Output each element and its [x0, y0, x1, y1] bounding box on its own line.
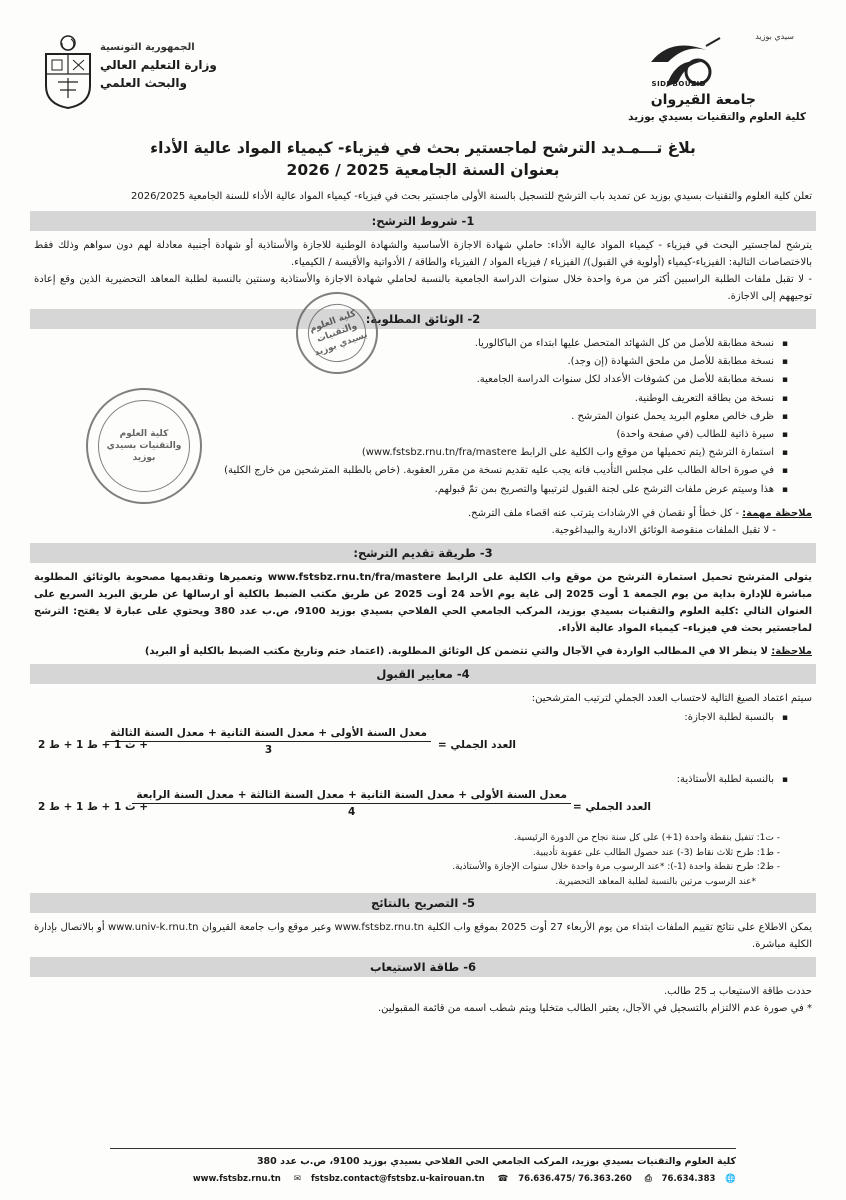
logo-small-text: سيدي بوزيد [755, 32, 794, 41]
criteria-list-2 [30, 771, 816, 789]
list-item: ▪ بالنسبة لطلبة الأستاذية: [30, 771, 788, 789]
faculty-name: كلية العلوم والتقنيات بسيدي بوزيد [628, 111, 806, 123]
announcement-title: بلاغ تـــمـديد الترشح لماجستير بحث في فيزياء- كيمياء المواد عالية الأداء [150, 139, 696, 157]
important-note [30, 505, 812, 522]
formula-maitrise [30, 789, 816, 831]
list-item: ▪ سيرة ذاتية للطالب (في صفحة واحدة) [30, 426, 788, 444]
list-item: ▪ في صورة احالة الطالب على مجلس التأديب فانه يجب عليه تقديم نسخة من مقرر العقوبة. (خاص بالطلبة المترشحين من خارج الكلية) [30, 462, 788, 480]
list-item: ▪ نسخة مطابقة للأصل من كشوفات الأعداد لكل سنوات الدراسة الجامعية. [30, 371, 788, 389]
section-heading-submission: 3- طريقة تقديم الترشح: [30, 543, 816, 563]
criteria-note: - ت1: تنفيل بنقطة واحدة (1+) على كل سنة نجاح من الدورة الرئيسية. [513, 833, 780, 844]
phone-icon: ☎ [497, 1174, 509, 1184]
stamp-text: كلية العلوم والتقنيات بسيدي بوزيد [300, 296, 374, 370]
web-icon: 🌐 [725, 1174, 736, 1184]
formula-tail: + ت 1 + ط 1 + ط 2 [38, 739, 148, 752]
list-item: ▪ نسخة من بطاقة التعريف الوطنية. [30, 390, 788, 408]
formula-lhs: العدد الجملي = [437, 739, 516, 752]
formula-fraction [132, 789, 571, 818]
ministry-block [30, 24, 230, 124]
footer-contacts [110, 1174, 736, 1184]
formula-licence [30, 727, 816, 769]
ministry-line-1: وزارة التعليم العالي [100, 58, 217, 72]
section-heading-documents: 2- الوثائق المطلوبة: [30, 309, 816, 329]
formula-tail: + ت 1 + ط 1 + ط 2 [38, 801, 148, 814]
list-item: ▪ ظرف خالص معلوم البريد يحمل عنوان المترشح . [30, 408, 788, 426]
university-name: جامعة القيروان [650, 92, 756, 108]
section-heading-criteria: 4- معايير القبول [30, 664, 816, 684]
official-stamp [86, 388, 202, 504]
intro-paragraph: تعلن كلية العلوم والتقنيات بسيدي بوزيد عن تمديد باب الترشح للتسجيل بالسنة الأولى ماجستير بحث في فيزياء- كيمياء المواد عالية الأداء للسنة الجامعية 2026/2025 [130, 191, 812, 202]
important-note-text: - كل خطأ أو نقصان في الارشادات يترتب عنه اقصاء ملف الترشح. [467, 507, 739, 519]
stamp-text: كلية العلوم والتقنيات بسيدي بوزيد [98, 400, 190, 492]
footer-divider [110, 1148, 736, 1149]
letterhead [30, 24, 816, 129]
list-item: ▪ نسخة مطابقة للأصل من كل الشهائد المتحصل عليها ابتداء من الباكالوريا. [30, 335, 788, 353]
criteria-note: *عند الرسوب مرتين بالنسبة لطلبة المعاهد التحضيرية. [555, 876, 756, 887]
conditions-paragraph: يترشح لماجستير البحث في فيزياء - كيمياء المواد عالية الأداء: حاملي شهادة الاجازة الأساسية والشهادة الوطنية للاجازة والأستاذية أو شهادة أجنبية معادلة لهم دون سواهم وذلك فقط بالاختصاصات التالية: الفيزياء-كيمياء (أولوية في القبول)/ الفيزياء / فيزياء المواد / الفيزياء والطاقة / الأدواتية والأقيسة / الكيمياء. [34, 240, 812, 268]
footer-fax: 76.634.383 [661, 1174, 716, 1184]
capacity-note: * في صورة عدم الالتزام بالتسجيل في الآجال، يعتبر الطالب متخليا ويتم شطب اسمه من قائمة المقبولين. [377, 1003, 812, 1015]
important-note-label: ملاحظة مهمة: [742, 507, 812, 519]
submission-paragraph: يتولى المترشح تحميل استمارة الترشح من موقع واب الكلية على الرابط www.fstsbz.rnu.tn/fra/mastere وتعميرها وتقديمها مصحوبة بالوثائق المطلوبة مباشرة للإدارة بداية من يوم الجمعة 1 أوت 2025 إلى غاية يوم الأحد 24 أوت 2025 عن طريق مكتب الضبط بالكلية أو ارسالها عن طريق البريد السريع على العنوان التالي :كلية العلوم والتقنيات بسيدي بوزيد، المركب الجامعي الحي الفلاحي بسيدي بوزيد 9100، ص.ب عدد 380 ويحتوي على عبارة لا يفتح: الترشح لماجستير بحث في فيزياء– كيمياء المواد عالية الأداء. [34, 571, 813, 634]
list-item: ▪ بالنسبة لطلبة الاجازة: [30, 709, 788, 727]
list-item: ▪ هذا وسيتم عرض ملفات الترشح على لجنة القبول لترتيبها والتصريح بمن تمّ قبولهم. [30, 481, 788, 499]
criteria-intro: سيتم اعتماد الصيغ التالية لاحتساب العدد الجملي لترتيب المترشحين: [531, 692, 812, 704]
formula-numerator: معدل السنة الأولى + معدل السنة الثانية + معدل السنة الثالثة [106, 727, 431, 742]
logo-en-text: SIDI BOUZID [651, 80, 706, 88]
criteria-note: - ط2: طرح نقطة واحدة (1-): *عند الرسوب مرة واحدة خلال سنوات الإجازة والأستاذية. [452, 862, 780, 873]
formula-lhs: العدد الجملي = [572, 801, 651, 814]
tunisia-emblem-icon [40, 34, 96, 110]
footer-web[interactable]: www.fstsbz.rnu.tn [192, 1174, 281, 1184]
footer-phone: 76.636.475/ 76.363.260 [518, 1174, 632, 1184]
list-item: ▪ استمارة الترشح (يتم تحميلها من موقع واب الكلية على الرابط www.fstsbz.rnu.tn/fra/mastere) [30, 444, 788, 462]
list-item: ▪ نسخة مطابقة للأصل من ملحق الشهادة (إن وجد). [30, 353, 788, 371]
important-note-sub: - لا تقبل الملفات منقوصة الوثائق الادارية والبيداغوجية. [551, 524, 776, 536]
section-heading-results: 5- التصريح بالنتائج [30, 893, 816, 913]
republic-label: الجمهورية التونسية [100, 42, 195, 53]
criteria-list-1 [30, 709, 816, 727]
section-heading-capacity: 6- طاقة الاستيعاب [30, 957, 816, 977]
ministry-line-2: والبحث العلمي [100, 76, 187, 90]
criteria-note: - ط1: طرح ثلاث نقاط (3-) عند حصول الطالب على عقوبة تأديبية. [532, 847, 780, 858]
submission-note-label: ملاحظة: [771, 645, 812, 657]
submission-note [30, 643, 812, 660]
formula-fraction [106, 727, 431, 756]
email-icon: ✉ [293, 1174, 301, 1184]
footer-address: كلية العلوم والتقنيات بسيدي بوزيد، المركب الجامعي الحي الفلاحي بسيدي بوزيد 9100، ص.ب عدد 380 [256, 1156, 736, 1167]
fax-icon: ⎙ [644, 1174, 652, 1184]
formula-denominator: 3 [264, 744, 273, 757]
submission-note-text: لا ينظر الا في المطالب الواردة في الآجال والتي تتضمن كل الوثائق المطلوبة. (اعتماد ختم وتاريخ مكتب الضبط بالكلية أو البريد) [144, 645, 769, 657]
capacity-paragraph: حددت طاقة الاستيعاب بـ 25 طالب. [663, 986, 812, 998]
conditions-repeat-rule: - لا تقبل ملفات الطلبة الراسبين أكثر من مرة واحدة خلال سنوات الدراسة الجامعية بالنسبة لحاملي شهادة الاجازة والأستاذية وسنتين بالنسبة لطلبة المعاهد التحضيرية الذين وقع إعادة توجيههم إلى الاجازة. [34, 274, 812, 302]
results-paragraph: يمكن الاطلاع على نتائج تقييم الملفات ابتداء من يوم الأربعاء 27 أوت 2025 بموقع واب الكلية www.fstsbz.rnu.tn وعبر موقع واب جامعة القيروان www.univ-k.rnu.tn أو بالاتصال بإدارة الكلية مباشرة. [34, 922, 812, 951]
formula-denominator: 4 [348, 806, 356, 819]
section-heading-conditions: 1- شروط الترشح: [30, 211, 816, 231]
formula-numerator: معدل السنة الأولى + معدل السنة الثانية + معدل السنة الثالثة + معدل السنة الرابعة [132, 789, 571, 804]
footer-email[interactable]: fstsbz.contact@fstsbz.u-kairouan.tn [310, 1174, 485, 1184]
academic-year-title: بعنوان السنة الجامعية 2025 / 2026 [286, 161, 560, 179]
